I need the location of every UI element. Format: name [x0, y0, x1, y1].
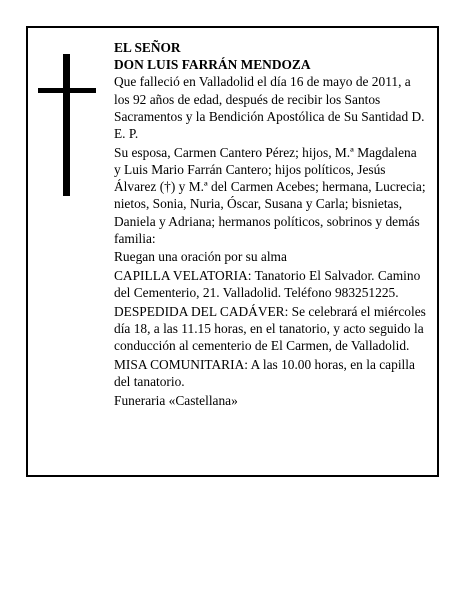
funeral-departure-info: DESPEDIDA DEL CADÁVER: Se celebrará el miércoles día 18, a las 11.15 horas, en el tanatorio, y acto seguido la conducción al cementerio de El Carmen, de Valladolid. [114, 304, 426, 354]
cross-horizontal-bar [38, 88, 96, 93]
funeral-home-name: Funeraria «Castellana» [114, 393, 238, 409]
notice-heading-title: EL SEÑOR [114, 40, 181, 55]
wake-chapel-info: CAPILLA VELATORIA: Tanatorio El Salvador. Camino del Cementerio, 21. Valladolid. Teléfono 983251225. [114, 268, 421, 301]
family-paragraph: Su esposa, Carmen Cantero Pérez; hijos, M.ª Magdalena y Luis Mario Farrán Cantero; hijos políticos, Jesús Álvarez (†) y M.ª del Carmen Acebes; hermana, Lucrecia; nietos, Sonia, Nuria, Óscar, Susana y Carla; bisnietas, Daniela y Adriana; hermanos políticos, sobrinos y demás familia: [114, 144, 426, 246]
cross-icon [38, 54, 96, 196]
cross-vertical-bar [63, 54, 70, 196]
obituary-text [114, 39, 426, 411]
community-mass-info: MISA COMUNITARIA: A las 10.00 horas, en la capilla del tanatorio. [114, 357, 415, 390]
prayer-request: Ruegan una oración por su alma [114, 249, 287, 265]
death-details-paragraph: Que falleció en Valladolid el día 16 de mayo de 2011, a los 92 años de edad, después de recibir los Santos Sacramentos y la Bendición Apostólica de Su Santidad D. E. P. [114, 74, 425, 142]
deceased-name: DON LUIS FARRÁN MENDOZA [114, 57, 311, 73]
